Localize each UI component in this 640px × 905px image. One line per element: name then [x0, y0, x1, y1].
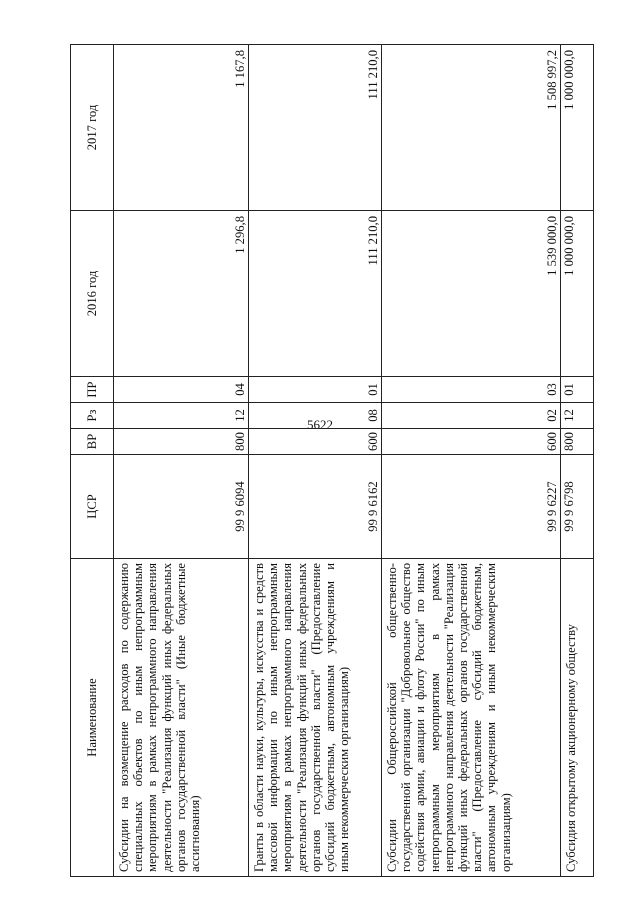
row-name: Субсидии на возмещение расходов по содержанию специальных объектов по иным непрограммным мероприятиям в рамках непрограммного направления деятельности "Реализация функций иных федеральных органов государственной власти" (Иные бюджетные ассигнования) — [114, 559, 249, 877]
row-2016: 1 539 000,0 — [382, 211, 561, 377]
budget-table — [70, 44, 594, 877]
row-rz: 08 — [249, 403, 382, 429]
row-2017: 1 167,8 — [114, 45, 249, 211]
table-row — [382, 45, 561, 877]
table-row — [114, 45, 249, 877]
row-name: Субсидии Общероссийской общественно-государственной организации "Добровольное общество содействия армии, авиации и флоту России" по иным непрограммным мероприятиям в рамках непрограммного направления деятельности "Реализация функций иных федеральных органов государственной власти" (Предоставление субсидий бюджетным, автономным учреждениям и иным некоммерческим организациям) — [382, 559, 561, 877]
row-rz: 12 — [561, 403, 594, 429]
row-pr: 01 — [561, 377, 594, 403]
header-2017: 2017 год — [71, 45, 114, 211]
row-csr: 99 9 6227 — [382, 455, 561, 559]
header-rz: Рз — [71, 403, 114, 429]
table-header-row — [71, 45, 114, 877]
header-pr: ПР — [71, 377, 114, 403]
table-row — [249, 45, 382, 877]
header-vr: ВР — [71, 429, 114, 455]
row-2016: 1 296,8 — [114, 211, 249, 377]
header-name: Наименование — [71, 559, 114, 877]
header-csr: ЦСР — [71, 455, 114, 559]
rotated-page-content — [70, 45, 605, 877]
table-row — [561, 45, 594, 877]
row-2017: 1 508 997,2 — [382, 45, 561, 211]
row-vr: 600 — [382, 429, 561, 455]
row-2017: 1 000 000,0 — [561, 45, 594, 211]
row-csr: 99 9 6798 — [561, 455, 594, 559]
row-2016: 1 000 000,0 — [561, 211, 594, 377]
header-2016: 2016 год — [71, 211, 114, 377]
row-csr: 99 9 6162 — [249, 455, 382, 559]
row-name: Субсидия открытому акционерному обществу — [561, 559, 594, 877]
row-vr: 800 — [114, 429, 249, 455]
row-name: Гранты в области науки, культуры, искусства и средств массовой информации по иным непрограммным мероприятиям в рамках непрограммного направления деятельности "Реализация функций иных федеральных органов государственной власти" (Предоставление субсидий бюджетным, автономным учреждениям и иным некоммерческим организациям) — [249, 559, 382, 877]
row-rz: 02 — [382, 403, 561, 429]
row-pr: 04 — [114, 377, 249, 403]
row-2016: 111 210,0 — [249, 211, 382, 377]
row-csr: 99 9 6094 — [114, 455, 249, 559]
row-vr: 600 — [249, 429, 382, 455]
row-pr: 01 — [249, 377, 382, 403]
row-pr: 03 — [382, 377, 561, 403]
page-number: 5622 — [307, 417, 333, 432]
row-vr: 800 — [561, 429, 594, 455]
row-2017: 111 210,0 — [249, 45, 382, 211]
row-rz: 12 — [114, 403, 249, 429]
